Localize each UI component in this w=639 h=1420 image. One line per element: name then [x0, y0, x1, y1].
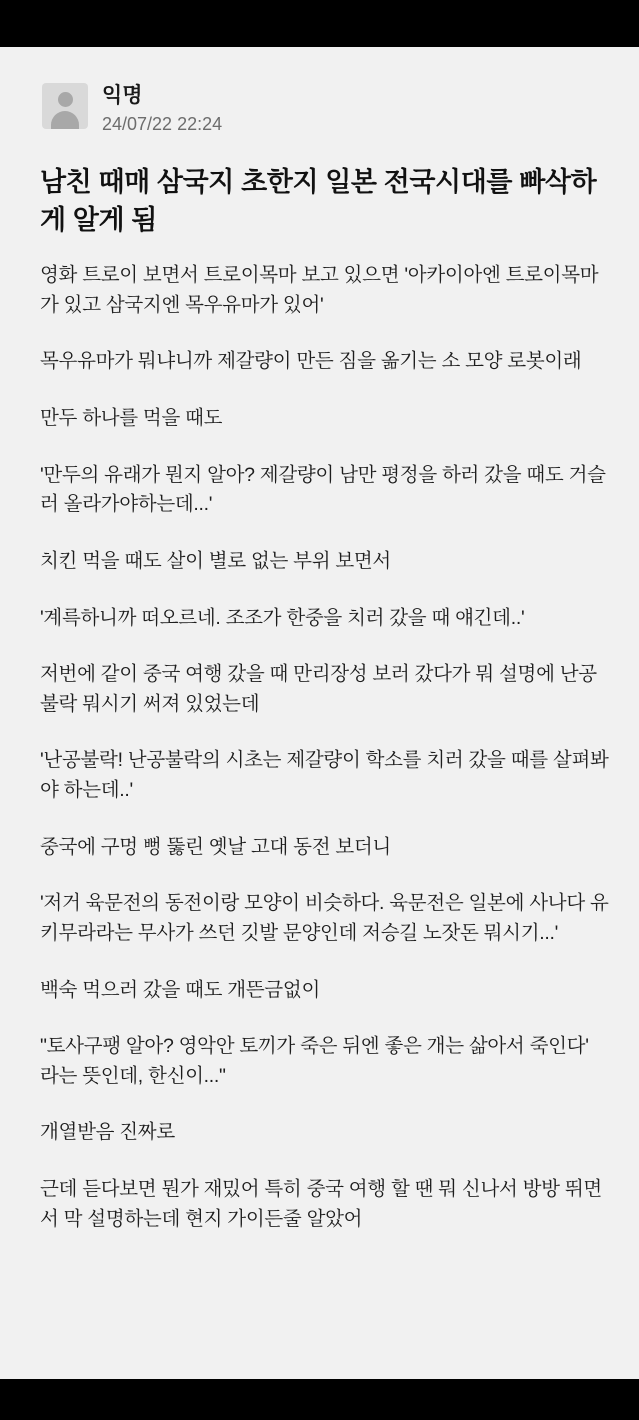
- post-paragraph: 목우유마가 뭐냐니까 제갈량이 만든 짐을 옮기는 소 모양 로봇이래: [40, 350, 582, 373]
- bottom-letterbox-bar: [0, 1379, 639, 1420]
- author-block: [102, 83, 222, 137]
- post-paragraph: 중국에 구멍 뻥 뚫린 옛날 고대 동전 보더니: [40, 835, 391, 858]
- post-paragraph: '계륵하니까 떠오르네. 조조가 한중을 치러 갔을 때 얘긴데..': [40, 606, 525, 629]
- post-paragraph: 저번에 같이 중국 여행 갔을 때 만리장성 보러 갔다가 뭐 설명에 난공불락 뭐시기 써져 있었는데: [40, 663, 597, 715]
- post-paragraph: 만두 하나를 먹을 때도: [40, 407, 223, 430]
- page-title: 남친 때매 삼국지 초한지 일본 전국시대를 빠삭하게 알게 됨: [40, 166, 597, 235]
- post-body: [40, 261, 609, 1234]
- post-date: 24/07/22 22:24: [102, 114, 223, 135]
- post-paragraph: 개열받음 진짜로: [40, 1121, 175, 1144]
- post-paragraph: '난공불락! 난공불락의 시초는 제갈량이 학소를 치러 갔을 때를 살펴봐야 하는데..': [40, 749, 609, 802]
- post-paragraph: "토사구팽 알아? 영악안 토끼가 죽은 뒤엔 좋은 개는 삶아서 죽인다' 라는 뜻인데, 한신이...": [40, 1035, 589, 1087]
- post-paragraph: 영화 트로이 보면서 트로이목마 보고 있으면 '아카이아엔 트로이목마가 있고 삼국지엔 목우유마가 있어': [40, 264, 599, 316]
- top-letterbox-bar: [0, 0, 639, 47]
- post-paragraph: 치킨 먹을 때도 살이 별로 없는 부위 보면서: [40, 549, 391, 572]
- author-name: 익명: [102, 84, 143, 107]
- post-paragraph: 백숙 먹으러 갔을 때도 개뜬금없이: [40, 978, 320, 1001]
- post-header: [0, 47, 639, 137]
- post-paragraph: '만두의 유래가 뭔지 알아? 제갈량이 남만 평정을 하러 갔을 때도 거슬러 올라가야하는데...': [40, 463, 606, 516]
- avatar: [42, 83, 88, 129]
- post-paragraph: '저거 육문전의 동전이랑 모양이 비슷하다. 육문전은 일본에 사나다 유키무라라는 무사가 쓰던 깃발 문양인데 저승길 노잣돈 뭐시기...': [40, 892, 609, 944]
- post-paragraph: 근데 듣다보면 뭔가 재밌어 특히 중국 여행 할 땐 뭐 신나서 방방 뛰면서 막 설명하는데 현지 가이든줄 알았어: [40, 1178, 602, 1230]
- post-page: [0, 47, 639, 1379]
